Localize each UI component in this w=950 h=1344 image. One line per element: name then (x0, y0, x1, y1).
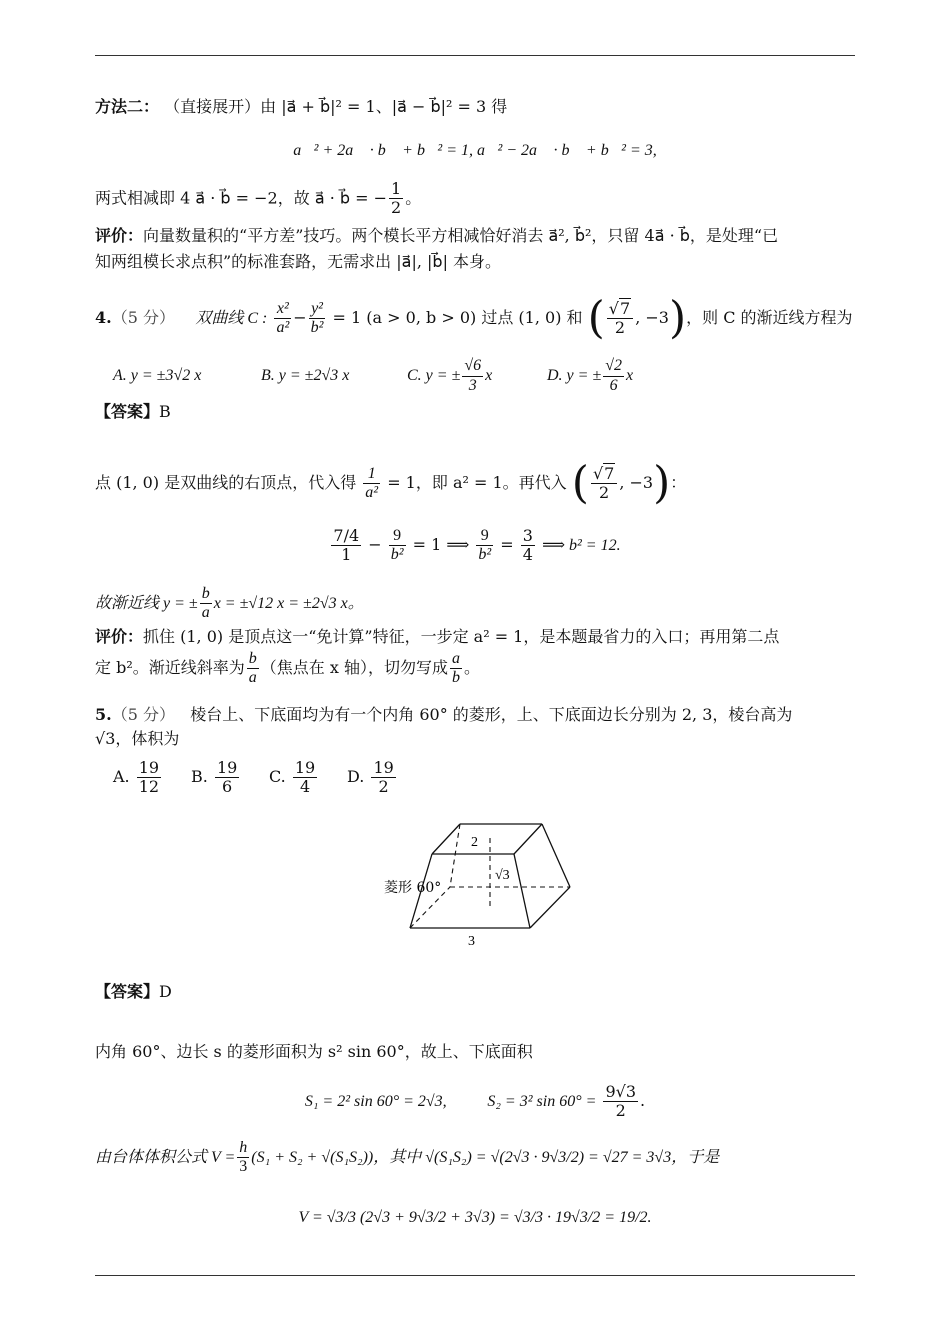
denominator: 2 (391, 198, 402, 218)
method2-label: 方法二： (95, 97, 160, 116)
comment-text: 抓住 (1, 0) 是顶点这一“免计算”特征，一步定 a² = 1，是本题最省力的入口；再用第二点 (143, 627, 780, 646)
answer-value: B (159, 402, 171, 421)
solution-text: 点 (1, 0) 是双曲线的右顶点，代入得 (95, 473, 357, 492)
q5-solution-4 (95, 1195, 855, 1240)
fraction: $\frac{b}{a}$ (201, 584, 210, 621)
answer-label: 【答案】 (95, 982, 160, 1001)
q4-option-d: D. y = ± $\frac{√2}{6}$ x (547, 357, 634, 394)
fraction (603, 357, 624, 395)
top-edge-left (432, 824, 460, 854)
paren-left: ( (587, 292, 605, 344)
comment-text: 定 b²。渐近线斜率为 (95, 658, 245, 677)
solution-text: S₁ = 2² sin 60° = 2√3, (304, 1093, 447, 1110)
q4-stem: 4.（5 分） 双曲线 C : $\frac{\text{x²}}{\text{a²}}$ − $\frac{\text{y²}}{\text{b²}}$ = 1 (a > 0, b > 0) 过点 (1, 0) 和 ( $\frac{√7}{2}$ , −3)，则 C 的渐近线方程为 (95, 292, 853, 344)
bottom-rule (95, 1275, 855, 1276)
q4-answer (95, 400, 865, 424)
option-text: D. y = ± (547, 367, 602, 384)
q5-options (113, 754, 883, 800)
q4-stem-post: ，则 C 的渐近线方程为 (686, 308, 853, 327)
fraction: $\frac{7/4}{1}$ (333, 525, 360, 564)
method2-equations (95, 140, 855, 160)
q5-solution-3 (95, 1134, 865, 1180)
height-label: √3 (495, 868, 510, 883)
numerator: 9√3 (605, 1081, 637, 1101)
fraction: $\frac{9}{\text{b²}}$ (390, 526, 404, 563)
q5-option-b (191, 754, 269, 800)
q4-solution-3 (95, 580, 865, 626)
q4-solution-2: $\frac{7/4}{1}$ − $\frac{9}{\text{b²}}$ = 1 ⟹ $\frac{9}{\text{b²}}$ = $\frac{3}{4}$ ⟹ b² = 12. (333, 525, 621, 564)
top-side-label: 2 (471, 835, 478, 850)
solution-text: 由台体体积公式 V = (95, 1149, 236, 1166)
paren-right: ) (653, 457, 671, 509)
lateral-edge-front-right (514, 854, 530, 928)
fraction: $\frac{3}{4}$ (522, 525, 533, 564)
q5-number: 5. (95, 705, 112, 724)
punct: 。 (405, 188, 422, 208)
denominator: 6 (215, 777, 239, 796)
q5-solution-2: S₁ = 2² sin 60° = 2√3, S₂ = 3² sin 60° = $\frac{9√3}{2}$ . (304, 1081, 646, 1120)
fraction: $\frac{\text{x²}}{\text{a²}}$ (276, 299, 290, 336)
method2-conclusion-text: 两式相减即 4 a⃗ · b⃗ = −2，故 a⃗ · b⃗ = − (95, 188, 388, 208)
numerator: 19 (216, 757, 238, 777)
solution-text: ： (670, 473, 687, 492)
method2-eq: a⃗² + 2a⃗ · b⃗ + b⃗² = 1, a⃗² − 2a⃗ · b⃗ + b⃗² = 3, (293, 142, 657, 159)
solution-text: S₂ = 3² sin 60° = (487, 1093, 597, 1110)
denominator: 3 (462, 376, 483, 395)
bottom-edge-right (530, 887, 570, 928)
comment-text: 知两组模长求点积”的标准套路，无需求出 |a⃗|, |b⃗| 本身。 (95, 252, 502, 271)
denominator: 2 (371, 777, 395, 796)
comment-text: 向量数量积的“平方差”技巧。两个模长平方相减恰好消去 a⃗², b⃗²，只留 4a⃗ · b⃗，是处理“已 (143, 226, 779, 245)
fraction: $\frac{b}{a}$ (248, 649, 257, 686)
q4-options (113, 352, 883, 398)
comment-label: 评价： (95, 627, 144, 646)
comment-text: （焦点在 x 轴），切勿写成 (260, 658, 448, 677)
q4-option-b: B. y = ±2√3 x (261, 367, 350, 384)
frustum-diagram (380, 818, 590, 953)
solution-text: V = √3/3 (2√3 + 9√3/2 + 3√3) = √3/3 · 19√3/2 = 19/2. (298, 1209, 652, 1226)
method2-intro (95, 95, 865, 119)
q4-score: （5 分） (111, 308, 175, 327)
q5-solution-1 (95, 1040, 865, 1064)
fraction: $\frac{1}{\text{a²}}$ (365, 464, 379, 501)
q5-option-d (347, 754, 398, 800)
fraction (389, 180, 403, 218)
fraction: $\frac{9}{\text{b²}}$ (478, 526, 492, 563)
method2-conclusion (95, 180, 865, 218)
q5-option-c (269, 754, 347, 800)
numerator: √2 (605, 357, 623, 375)
paren-right: ) (668, 292, 687, 344)
method2-comment-line1 (95, 224, 865, 248)
q5-answer (95, 980, 865, 1004)
top-rule (95, 55, 855, 56)
option-text: C. y = ± (407, 367, 461, 384)
q5-stem-text: √3，体积为 (95, 729, 180, 748)
method2-comment-line2 (95, 250, 865, 274)
q4-option-c: C. y = ± $\frac{√6}{3}$ x (407, 357, 493, 394)
option-label: C. (269, 767, 286, 786)
option-label: A. (113, 767, 130, 786)
denominator: 12 (138, 777, 160, 796)
numerator: 1 (391, 179, 402, 198)
fraction (137, 759, 161, 797)
fraction (293, 759, 317, 797)
fraction: $\frac{h}{3}$ (239, 1138, 248, 1175)
q4-comment-line2 (95, 645, 865, 691)
answer-value: D (159, 982, 172, 1001)
option-label: B. (191, 767, 208, 786)
solution-text: = 1，即 a² = 1。再代入 (387, 473, 567, 492)
fraction (215, 759, 239, 797)
top-edge-right (514, 824, 542, 854)
q4-solution-1: 点 (1, 0) 是双曲线的右顶点，代入得 $\frac{1}{\text{a²}}$ = 1，即 a² = 1。再代入 ( $\frac{√7}{2}$ , −3)： (95, 457, 687, 509)
q4-stem-mid: = 1 (a > 0, b > 0) 过点 (1, 0) 和 (332, 308, 583, 327)
paren-left: ( (571, 457, 589, 509)
q5-stem-line1 (95, 703, 865, 727)
angle-label: 菱形 60° (384, 880, 442, 896)
fraction (462, 357, 483, 395)
solution-text: x = ±√12 x = ±2√3 x。 (213, 595, 364, 612)
numerator: 19 (138, 757, 160, 777)
q4-number: 4. (95, 308, 112, 327)
solution-text: 故渐近线 y = ± (95, 595, 198, 612)
fraction (603, 1083, 638, 1121)
bottom-side-label: 3 (468, 934, 475, 949)
numerator: 19 (373, 757, 394, 777)
fraction (371, 759, 395, 797)
q4-option-a: A. y = ±3√2 x (113, 367, 202, 384)
numerator: 19 (294, 757, 316, 777)
denominator: 4 (293, 777, 317, 796)
q5-option-a (113, 754, 191, 800)
numerator: √6 (464, 357, 482, 375)
method2-text: （直接展开）由 |a⃗ + b⃗|² = 1、|a⃗ − b⃗|² = 3 得 (164, 97, 508, 116)
denominator: 2 (603, 1101, 638, 1120)
fraction: $\frac{a}{b}$ (451, 649, 460, 686)
denominator: 6 (603, 376, 624, 395)
comment-label: 评价： (95, 226, 144, 245)
solution-text: (S₁ + S₂ + √(S₁S₂))，其中 √(S₁S₂) = √(2√3 · 9√3/2) = √27 = 3√3，于是 (251, 1149, 720, 1166)
q5-score: （5 分） (111, 705, 175, 724)
comment-text: 。 (463, 658, 480, 677)
q5-stem-text: 棱台上、下底面均为有一个内角 60° 的菱形，上、下底面边长分别为 2, 3，棱台高为 (190, 705, 793, 724)
q5-stem-line2 (95, 727, 865, 751)
q4-stem-pre: 双曲线 C : (195, 310, 268, 327)
fraction: $\frac{√7}{2}$ (607, 300, 633, 338)
solution-text: ⟹ b² = 12. (542, 537, 621, 554)
answer-label: 【答案】 (95, 402, 160, 421)
solution-text: 内角 60°、边长 s 的菱形面积为 s² sin 60°，故上、下底面积 (95, 1042, 533, 1061)
option-label: D. (347, 767, 365, 786)
fraction: $\frac{\text{y²}}{\text{b²}}$ (310, 299, 324, 336)
fraction: $\frac{√7}{2}$ (591, 465, 617, 503)
lateral-edge-back-right (542, 824, 570, 887)
